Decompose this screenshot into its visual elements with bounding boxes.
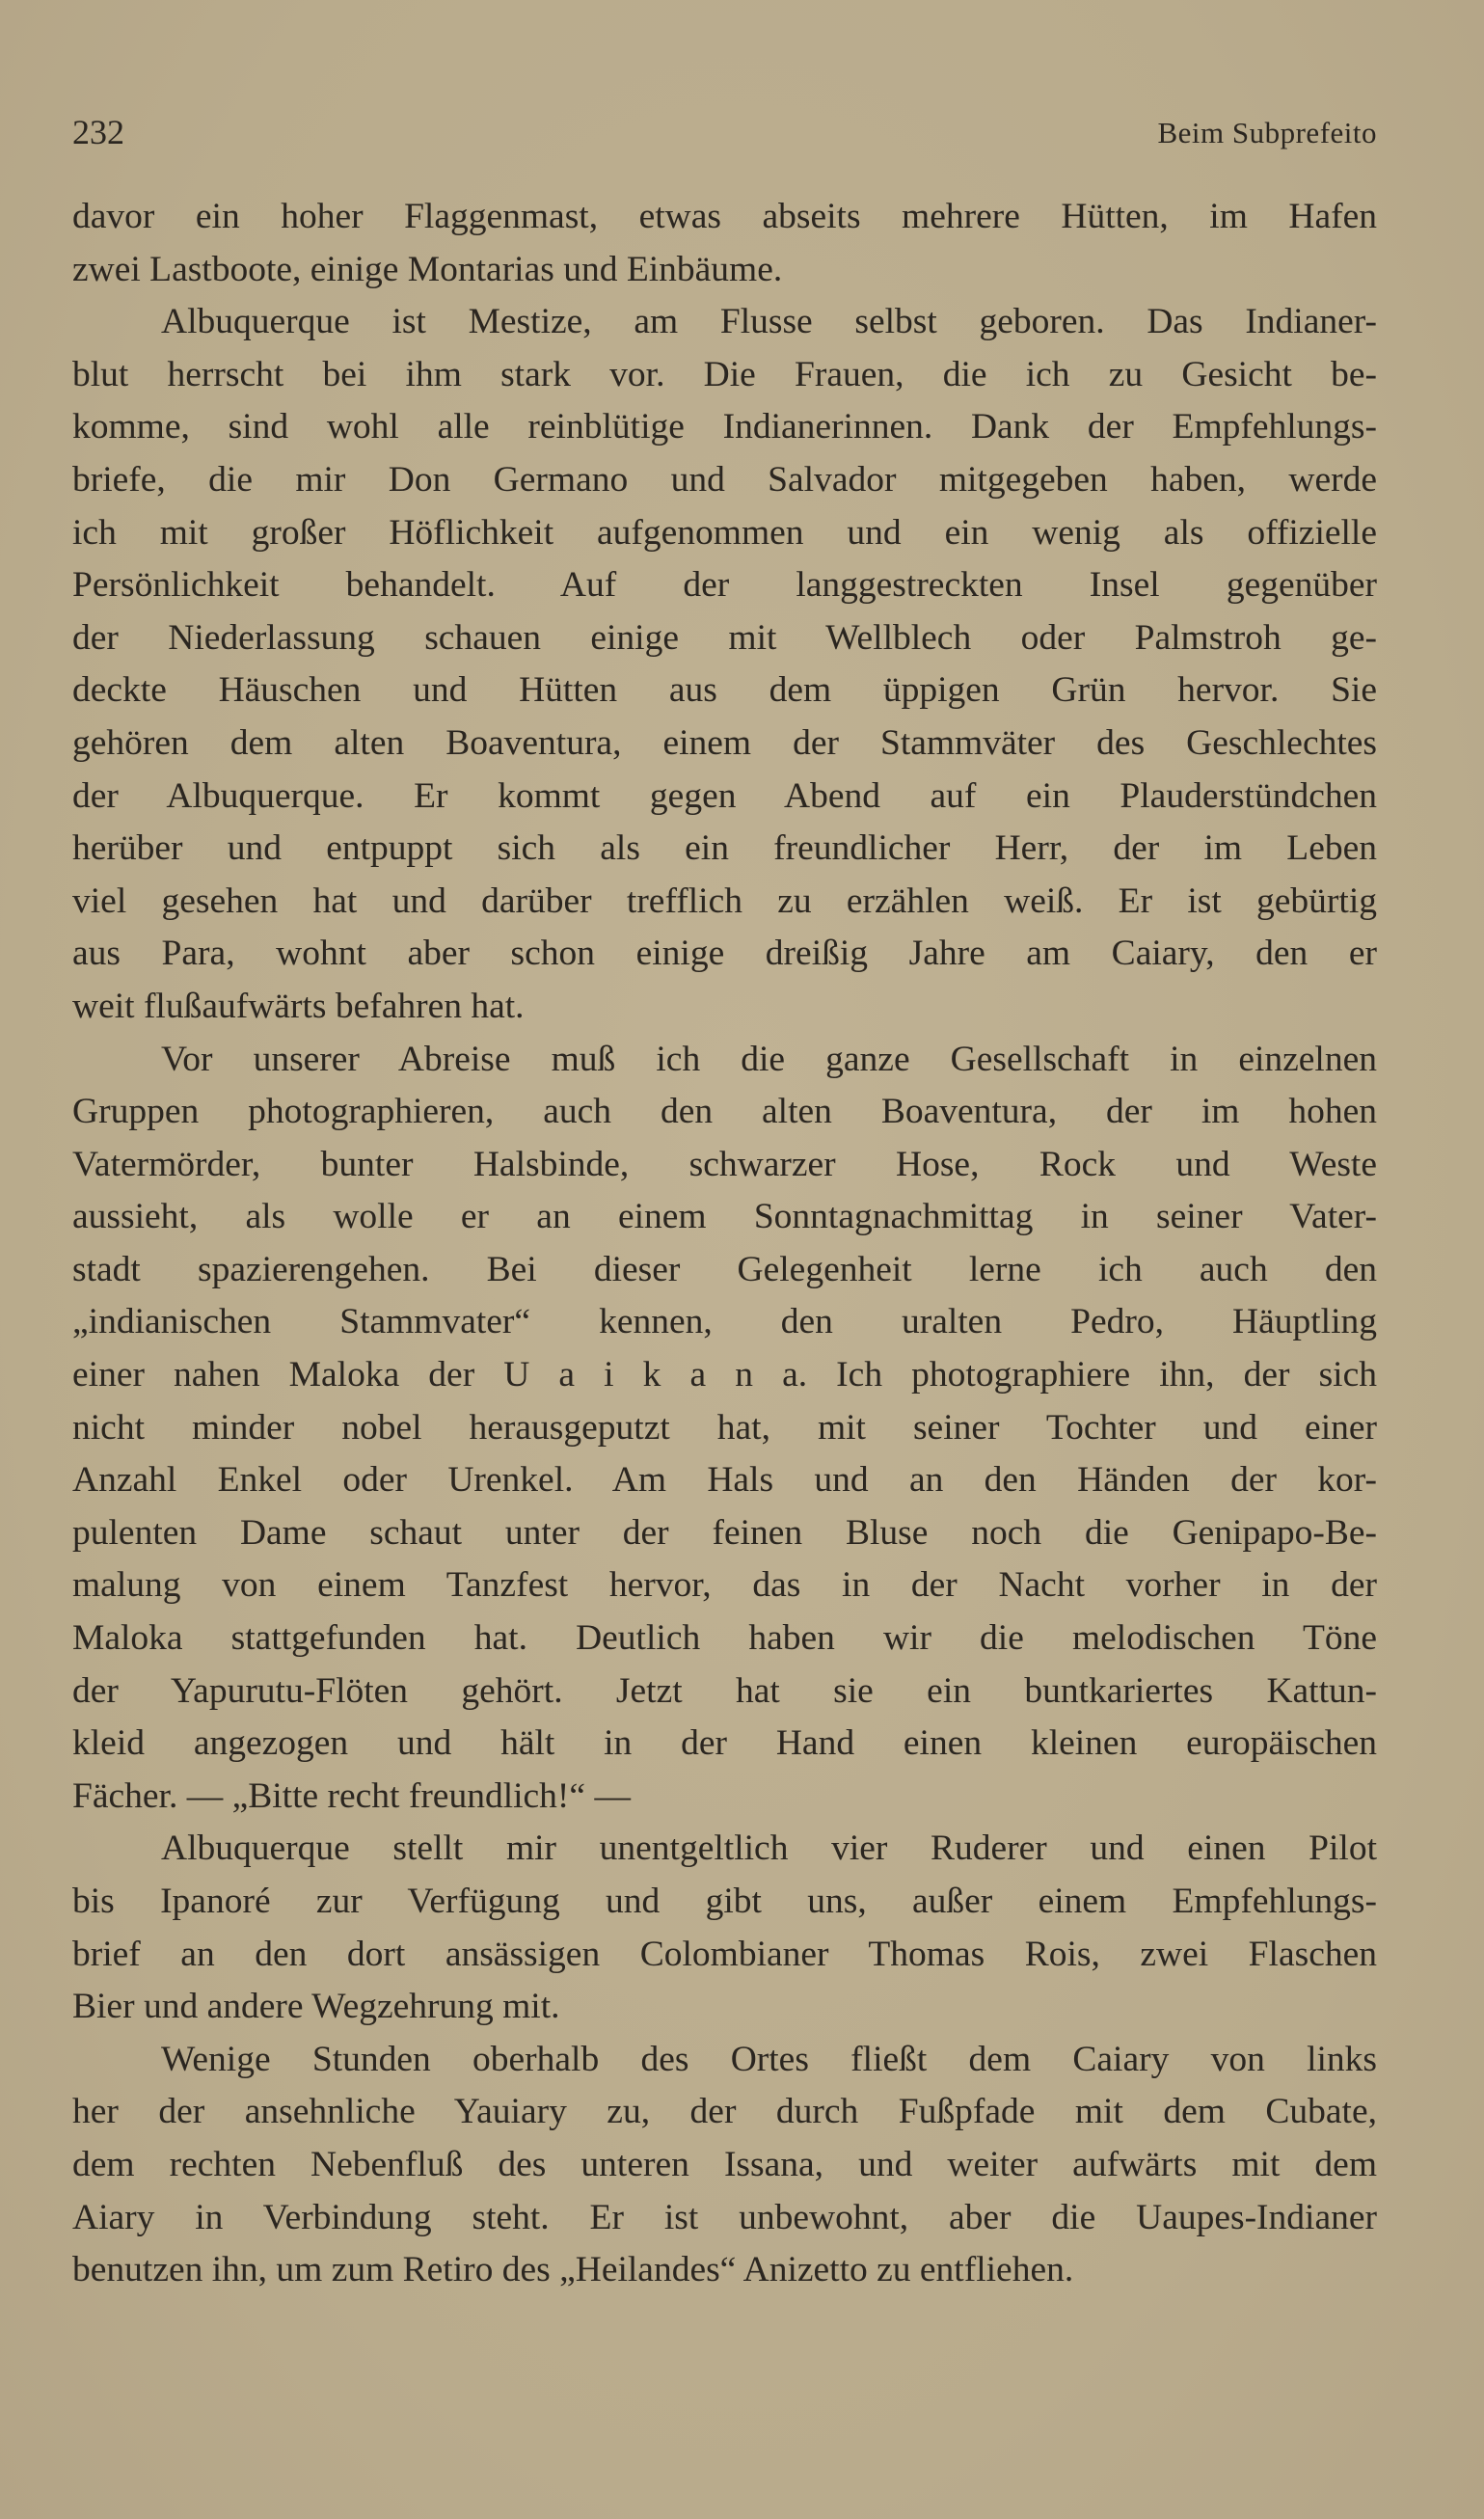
text-line: gehören dem alten Boaventura, einem der Stammväter des Geschlechtes: [72, 722, 1377, 763]
paragraph: [72, 2034, 1377, 2297]
paragraph: [72, 191, 1377, 296]
text-line: Persönlichkeit behandelt. Auf der langgestreckten Insel gegenüber: [72, 565, 1377, 606]
text-line: der Niederlassung schauen einige mit Wellblech oder Palmstroh ge-: [72, 617, 1377, 658]
text-line: benutzen ihn, um zum Retiro des „Heilandes“ Anizetto zu entfliehen.: [72, 2250, 1074, 2290]
text-line: Vatermörder, bunter Halsbinde, schwarzer Hose, Rock und Weste: [72, 1144, 1377, 1184]
text-line: Anzahl Enkel oder Urenkel. Am Hals und an den Händen der kor-: [72, 1460, 1377, 1501]
running-title: Beim Subprefeito: [1157, 116, 1377, 149]
page-header: [72, 112, 1377, 160]
paragraph: [72, 1823, 1377, 2033]
text-line: pulenten Dame schaut unter der feinen Bluse noch die Genipapo-Be-: [72, 1512, 1377, 1553]
text-line: deckte Häuschen und Hütten aus dem üppigen Grün hervor. Sie: [72, 670, 1377, 711]
paragraph: [72, 1034, 1377, 1824]
text-line: einer nahen Maloka der U a i k a n a. Ich photographiere ihn, der sich: [72, 1355, 1377, 1395]
text-line: komme, sind wohl alle reinblütige Indianerinnen. Dank der Empfehlungs-: [72, 407, 1377, 447]
text-line: her der ansehnliche Yauiary zu, der durch Fußpfade mit dem Cubate,: [72, 2092, 1377, 2132]
text-line: bis Ipanoré zur Verfügung und gibt uns, außer einem Empfehlungs-: [72, 1882, 1377, 1921]
paragraph: [72, 296, 1377, 1033]
text-line: aussieht, als wolle er an einem Sonntagnachmittag in seiner Vater-: [72, 1197, 1377, 1237]
text-line: Albuquerque ist Mestize, am Flusse selbst geboren. Das Indianer-: [161, 302, 1377, 342]
text-line: Bier und andere Wegzehrung mit.: [72, 1987, 560, 2027]
text-line: Vor unserer Abreise muß ich die ganze Gesellschaft in einzelnen: [161, 1039, 1377, 1079]
text-line: der Yapurutu-Flöten gehört. Jetzt hat sie ein buntkariertes Kattun-: [72, 1670, 1377, 1711]
text-line: blut herrscht bei ihm stark vor. Die Frauen, die ich zu Gesicht be-: [72, 354, 1377, 394]
text-line: briefe, die mir Don Germano und Salvador mitgegeben haben, werde: [72, 459, 1377, 500]
text-line: zwei Lastboote, einige Montarias und Einbäume.: [72, 249, 783, 289]
text-line: Albuquerque stellt mir unentgeltlich vier Ruderer und einen Pilot: [161, 1828, 1377, 1869]
body-text: [72, 191, 1377, 2297]
text-line: Maloka stattgefunden hat. Deutlich haben wir die melodischen Töne: [72, 1618, 1377, 1659]
page-number: 232: [72, 113, 124, 151]
text-line: Wenige Stunden oberhalb des Ortes fließt dem Caiary von links: [161, 2039, 1377, 2079]
text-line: ich mit großer Höflichkeit aufgenommen und ein wenig als offizielle: [72, 512, 1377, 553]
text-line: Fächer. — „Bitte recht freundlich!“ —: [72, 1775, 631, 1816]
text-line: kleid angezogen und hält in der Hand einen kleinen europäischen: [72, 1723, 1377, 1764]
text-line: brief an den dort ansässigen Colombianer Thomas Rois, zwei Flaschen: [72, 1934, 1377, 1974]
text-line: aus Para, wohnt aber schon einige dreißig Jahre am Caiary, den er: [72, 934, 1377, 974]
text-line: „indianischen Stammvater“ kennen, den uralten Pedro, Häuptling: [72, 1302, 1377, 1342]
text-line: stadt spazierengehen. Bei dieser Gelegenheit lerne ich auch den: [72, 1249, 1377, 1289]
text-line: viel gesehen hat und darüber trefflich zu erzählen weiß. Er ist gebürtig: [72, 880, 1377, 921]
text-line: der Albuquerque. Er kommt gegen Abend auf ein Plauderstündchen: [72, 775, 1377, 816]
text-line: Aiary in Verbindung steht. Er ist unbewohnt, aber die Uaupes-Indianer: [72, 2197, 1377, 2237]
text-line: Gruppen photographieren, auch den alten Boaventura, der im hohen: [72, 1092, 1377, 1132]
text-line: weit flußaufwärts befahren hat.: [72, 986, 525, 1026]
text-line: herüber und entpuppt sich als ein freundlicher Herr, der im Leben: [72, 828, 1377, 869]
text-line: malung von einem Tanzfest hervor, das in der Nacht vorher in der: [72, 1565, 1377, 1606]
text-line: nicht minder nobel herausgeputzt hat, mit seiner Tochter und einer: [72, 1407, 1377, 1448]
text-line: dem rechten Nebenfluß des unteren Issana, und weiter aufwärts mit dem: [72, 2144, 1377, 2184]
text-line: davor ein hoher Flaggenmast, etwas abseits mehrere Hütten, im Hafen: [72, 197, 1377, 236]
